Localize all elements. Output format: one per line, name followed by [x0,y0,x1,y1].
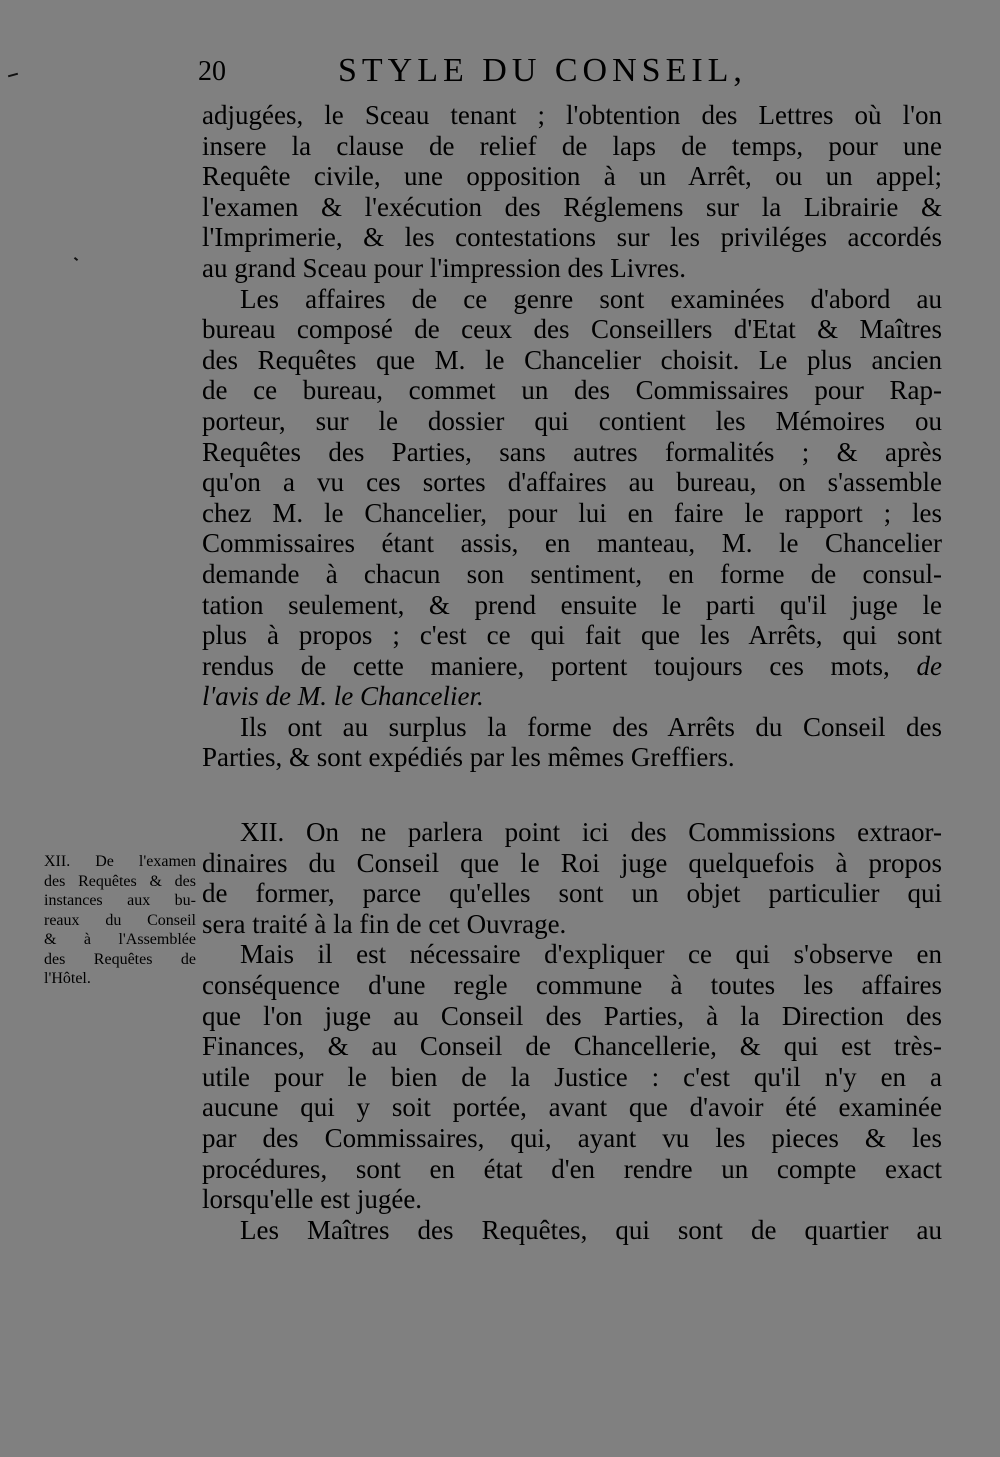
text-line: Requêtes des Parties, sans autres formalités ; & après [202,436,942,467]
body-text [202,100,942,1245]
text-line: sera traité à la fin de cet Ouvrage. [202,908,567,939]
text-line: insere la clause de relief de laps de temps, pour une [202,130,942,161]
margin-note-line: & à l'Assemblée [44,931,196,948]
text-line: l'examen & l'exécution des Réglemens sur la Librairie & [202,191,942,222]
text-line: lorsqu'elle est jugée. [202,1184,423,1215]
text-line: de former, parce qu'elles sont un objet particulier qui [202,878,942,909]
margin-note-line: des Requêtes de [44,950,196,968]
italic-phrase: l'avis de M. le Chancelier. [202,681,484,712]
text-line: conséquence d'une regle commune à toutes les affaires [202,970,942,1001]
paragraph-start-line: Les Maîtres des Requêtes, qui sont de quartier au [240,1214,942,1245]
section-heading-line: XII. On ne parlera point ici des Commissions extraor- [240,817,942,848]
margin-note-line: des Requêtes & des [44,872,196,890]
paragraph-start-line: Les affaires de ce genre sont examinées d'abord au [240,283,942,314]
text-line: tation seulement, & prend ensuite le parti qu'il juge le [202,589,942,620]
text-line: Commissaires étant assis, en manteau, M. le Chancelier [202,528,942,559]
text-line: par des Commissaires, qui, ayant vu les pieces & les [202,1123,942,1153]
text-line-roman: rendus de cette maniere, portent toujours ces mots, [202,650,890,681]
page-number: 20 [198,56,226,87]
text-line: procédures, sont en état d'en rendre un compte exact [202,1153,942,1184]
margin-note [44,852,196,989]
page-header [198,52,808,96]
scan-speck [8,73,18,78]
scan-speck [74,257,78,261]
text-line: adjugées, le Sceau tenant ; l'obtention des Lettres où l'on [202,100,942,130]
text-line: chez M. le Chancelier, pour lui en faire le rapport ; les [202,497,942,528]
margin-note-line: instances aux bu- [44,892,196,909]
text-line: que l'on juge au Conseil des Parties, à la Direction des [202,1000,942,1031]
margin-note-line: XII. De l'examen [44,853,196,870]
paragraph-start-line: Mais il est nécessaire d'expliquer ce qui s'observe en [240,939,942,970]
text-line: dinaires du Conseil que le Roi juge quelquefois à propos [202,847,942,878]
running-title: STYLE DU CONSEIL, [338,52,747,89]
text-line: utile pour le bien de la Justice : c'est qu'il n'y en a [202,1061,942,1092]
margin-note-line: l'Hôtel. [44,970,91,987]
text-line: Requête civile, une opposition à un Arrêt, ou un appel; [202,161,942,192]
text-line: l'Imprimerie, & les contestations sur les priviléges accordés [202,222,942,253]
text-line: Parties, & sont expédiés par les mêmes Greffiers. [202,742,735,773]
text-line [202,651,942,682]
text-line [202,681,942,712]
italic-phrase: de [916,650,942,681]
text-line: qu'on a vu ces sortes d'affaires au bureau, on s'assemble [202,467,942,498]
text-line: bureau composé de ceux des Conseillers d'Etat & Maîtres [202,314,942,345]
text-line: aucune qui y soit portée, avant que d'avoir été examinée [202,1092,942,1123]
text-line: des Requêtes que M. le Chancelier choisit. Le plus ancien [202,344,942,375]
text-line: Finances, & au Conseil de Chancellerie, & qui est très- [202,1031,942,1062]
paragraph-start-line: Ils ont au surplus la forme des Arrêts du Conseil des [240,711,942,742]
text-line: de ce bureau, commet un des Commissaires pour Rap- [202,375,942,406]
margin-note-line: reaux du Conseil [44,911,196,929]
text-line: porteur, sur le dossier qui contient les Mémoires ou [202,405,942,436]
text-line: demande à chacun son sentiment, en forme de consul- [202,558,942,589]
paragraph-gap [202,773,942,817]
text-line: plus à propos ; c'est ce qui fait que les Arrêts, qui sont [202,620,942,651]
text-line: au grand Sceau pour l'impression des Livres. [202,252,686,283]
